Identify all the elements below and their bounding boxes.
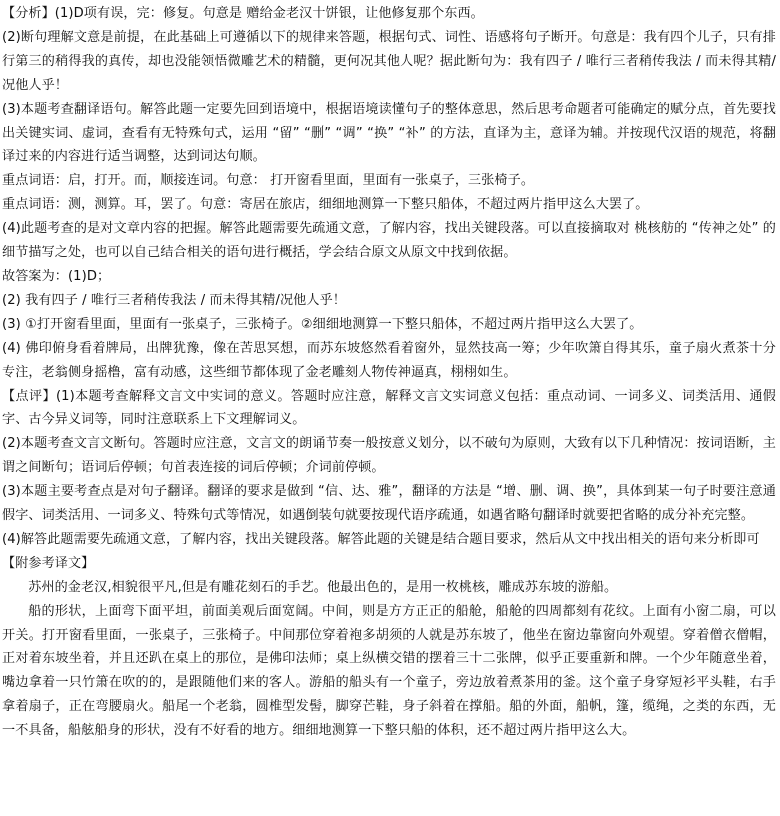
translation-paragraph-2: 船的形状，上面弯下面平坦，前面美观后面宽阔。中间，则是方方正正的船舱，船舱的四周都刻有花纹。上面有小窗二扇，可以开关。打开窗看里面，一张桌子，三张椅子。中间那位穿着袍多胡须的人就是苏东坡了，他坐在窗边靠窗向外观望。穿着僧衣僧帽，正对着东坡坐着，并且还趴在桌上的那位，是佛印法师；桌上纵横交错的摆着三十二张牌，似乎正要重新和牌。一个少年随意坐着，嘴边拿着一只竹箫在吹的的，是跟随他们来的客人。游船的船头有一个童子，旁边放着煮茶用的釜。这个童子身穿短衫平头鞋，右手拿着扇子，正在弯腰扇火。船尾一个老翁，圆椎型发髻，脚穿芒鞋，身子斜着在撑船。船的外面，船帆，篷，缆绳，之类的东西，无一不具备，船舷船身的形状，没有不好看的地方。细细地测算一下整只船的体积，还不超过两片指甲这么大。 [2,603,776,739]
analysis-line-6: (4)此题考查的是对文章内容的把握。解答此题需要先疏通文意，了解内容，找出关键段落。可以直接摘取对 桃核舫的 “传神之处” 的细节描写之处，也可以自己结合相关的语句进行概括，学会结合原文从原文中找到依据。 [2,221,776,261]
analysis-line-2: (2)断句理解文意是前提，在此基础上可遵循以下的规律来答题，根据句式、词性、语感将句子断开。句意是：我有四个儿子，只有排行第三的稍得我的真传，却也没能领悟微雕艺术的精髓，更何况其他人呢？据此断句为：我有四子 / 唯行三者稍传我法 / 而未得其精/况他人乎！ [2,29,776,93]
analysis-line-5: 重点词语：测，测算。耳，罢了。句意：寄居在旅店，细细地测算一下整只船体，不超过两片指甲这么大罢了。 [2,197,649,213]
comment-line-1: 【点评】(1)本题考查解释文言文中实词的意义。答题时应注意，解释文言文实词意义包括：重点动词、一词多义、词类活用、通假字、古今异义词等，同时注意联系上下文理解词义。 [2,388,776,428]
translation-paragraph-1: 苏州的金老汉,相貌很平凡,但是有雕花刻石的手艺。他最出色的，是用一枚桃核，雕成苏东坡的游船。 [28,579,618,595]
answer-line-1: 故答案为：(1)D； [2,268,111,284]
comment-line-3: (3)本题主要考查点是对句子翻译。翻译的要求是做到 “信、达、雅”，翻译的方法是 “增、删、调、换”，具体到某一句子时要注意通假字、词类活用、一词多义、特殊句式等情况，如遇倒装句就要按现代语序疏通，如遇省略句翻译时就要把省略的成分补充完整。 [2,484,776,524]
translation-heading: 【附参考译文】 [2,555,95,571]
translation-section [2,552,776,743]
answer-line-3: (3) ①打开窗看里面，里面有一张桌子，三张椅子。②细细地测算一下整只船体，不超过两片指甲这么大罢了。 [2,316,643,332]
comment-section [2,385,776,552]
analysis-line-3: (3)本题考查翻译语句。解答此题一定要先回到语境中，根据语境读懂句子的整体意思，然后思考命题者可能确定的赋分点，首先要找出关键实词、虚词，查看有无特殊句式，运用 “留” “删” “调” “换” “补” 的方法，直译为主，意译为辅。并按现代汉语的规范，将翻译过来的内容进行适当调整，达到词达句顺。 [2,101,776,165]
answer-line-2: (2) 我有四子 / 唯行三者稍传我法 / 而未得其精/况他人乎！ [2,292,346,308]
answer-line-4: (4) 佛印俯身看着牌局，出牌犹豫，像在苦思冥想，而苏东坡悠然看着窗外，显然技高一筹；少年吹箫自得其乐，童子扇火煮茶十分专注，老翁侧身摇橹，富有动感，这些细节都体现了金老雕刻人物传神逼真，栩栩如生。 [2,340,776,380]
comment-line-4: (4)解答此题需要先疏通文意，了解内容，找出关键段落。解答此题的关键是结合题目要求，然后从文中找出相关的语句来分析即可 [2,531,760,547]
analysis-line-1: 【分析】(1)D项有误，完：修复。句意是 赠给金老汉十饼银，让他修复那个东西。 [2,6,484,21]
comment-line-2: (2)本题考查文言文断句。答题时应注意，文言文的朗诵节奏一般按意义划分，以不破句为原则，大致有以下几种情况：按词语断，主谓之间断句；语词后停顿；句首表连接的词后停顿；介词前停顿。 [2,436,776,476]
analysis-line-4: 重点词语：启，打开。而，顺接连词。句意： 打开窗看里面，里面有一张桌子，三张椅子。 [2,173,535,189]
analysis-section [2,2,776,385]
